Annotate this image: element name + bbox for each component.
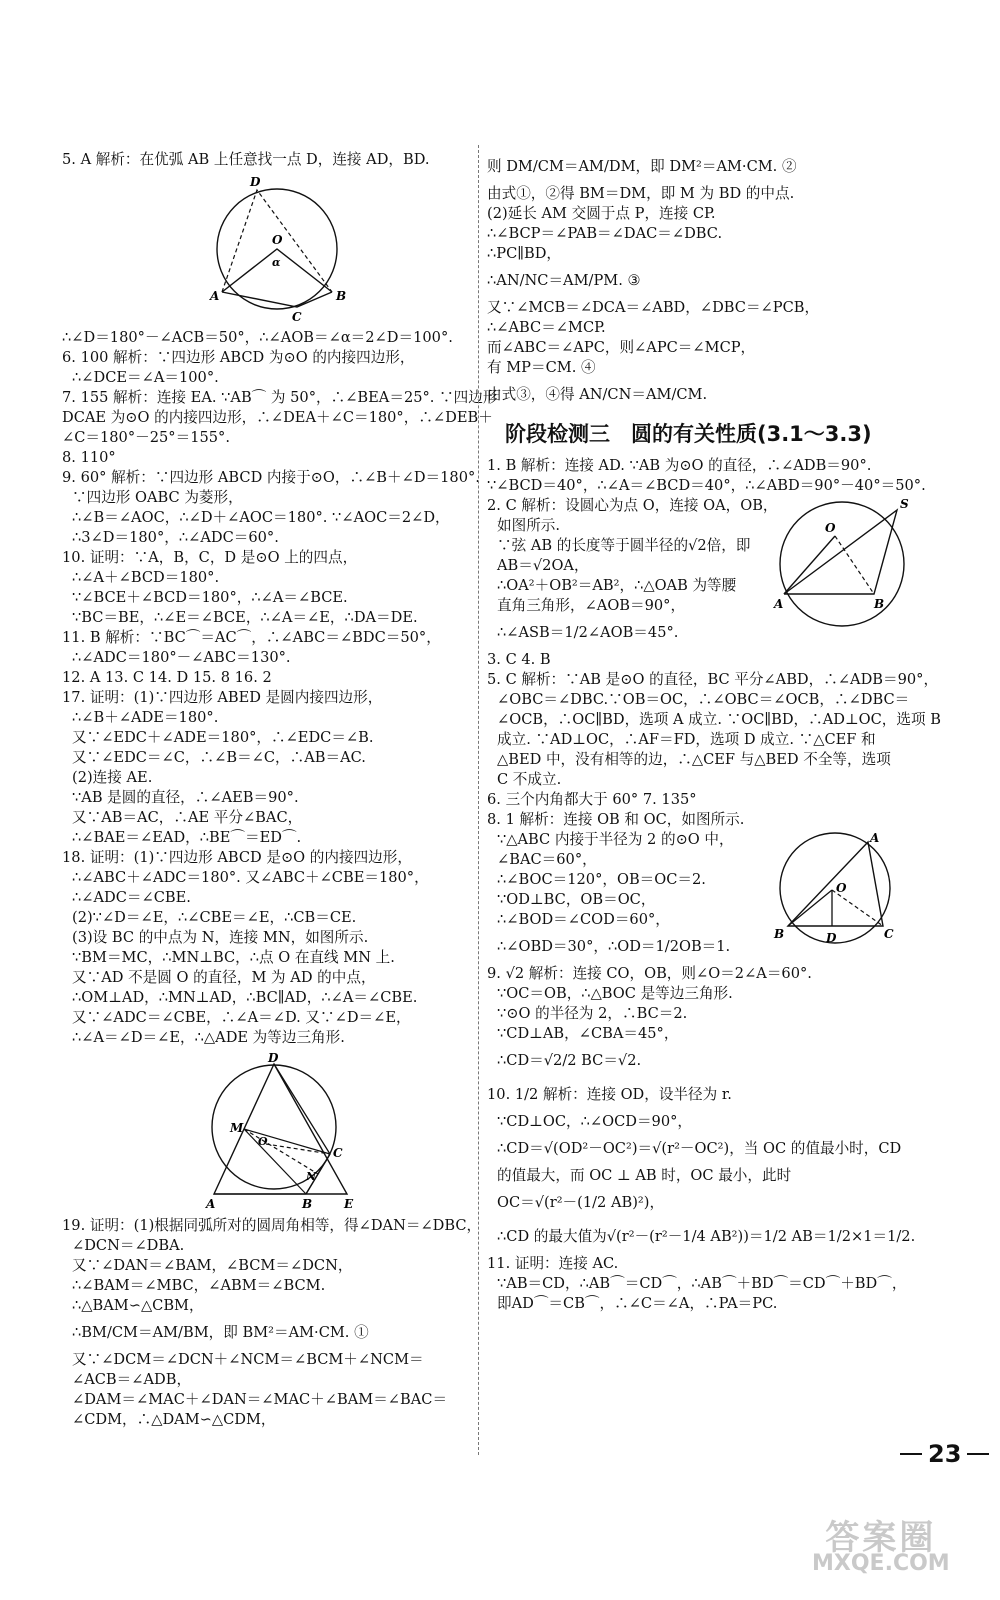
segment-ob [788,890,832,926]
answer-line: 11. 证明：连接 AC. [487,1255,619,1272]
answer-line: ∴∠BAE＝∠EAD，∴BE⌒＝ED⌒. [72,829,302,846]
answer-line: (2)延长 AM 交圆于点 P，连接 CP. [487,205,716,222]
point-label: C [884,927,894,941]
answer-line: 5. A 解析：在优弧 AB 上任意找一点 D，连接 AD，BD. [62,151,430,168]
page-number [900,1440,989,1468]
point-label: D [826,931,837,945]
answer-line: ∴3∠D＝180°，∴∠ADC＝60°. [72,529,279,546]
answer-line: 又∵AD 不是圆 O 的直径，M 为 AD 的中点， [72,969,376,986]
answer-line: ∴∠A＋∠BCD＝180°. [72,569,220,586]
answer-line: ∵CD⊥OC，∴∠OCD＝90°， [497,1113,692,1130]
triangle-asb [784,510,897,594]
point-label: C [333,1146,343,1160]
answer-line: OC＝√(r²－(1/2 AB)²)， [497,1194,665,1211]
figure-q2 [770,496,920,636]
point-label: A [210,289,220,303]
answer-line: ∠ACB＝∠ADB， [72,1371,192,1388]
answer-line: ∴∠ASB＝1/2∠AOB＝45°. [497,624,679,641]
answer-line: 即AD⌒＝CB⌒，∴∠C＝∠A，∴PA＝PC. [497,1295,778,1312]
answer-line: AB＝√2OA， [497,557,589,574]
answer-line: ∴∠DCE＝∠A＝100°. [72,369,219,386]
answer-line: ∴BM/CM＝AM/BM，即 BM²＝AM·CM. ① [72,1324,369,1341]
answer-line: 19. 证明：(1)根据同弧所对的圆周角相等，得∠DAN＝∠DBC， [62,1217,482,1234]
watermark-url: MXQE.COM [812,1551,950,1576]
answer-line: 8. 110° [62,449,116,466]
point-label: O [836,881,847,895]
answer-line: 由式③，④得 AN/CN＝AM/CM. [487,386,708,403]
answer-line: ∵CD⊥AB，∠CBA＝45°， [497,1025,679,1042]
segment-bm [244,1129,306,1194]
page-number-rule [900,1453,922,1455]
answer-line: 又∵∠MCB＝∠DCA＝∠ABD，∠DBC＝∠PCB， [487,299,820,316]
answer-line: ∠DAM＝∠MAC＋∠DAN＝∠MAC＋∠BAM＝∠BAC＝ [72,1391,448,1408]
answer-line: 由式①，②得 BM＝DM，即 M 为 BD 的中点. [487,185,795,202]
answer-line: ∴OM⊥AD，∴MN⊥AD，∴BC∥AD，∴∠A＝∠CBE. [72,989,418,1006]
answer-line: 7. 155 解析：连接 EA. ∵AB⌒ 为 50°，∴∠BEA＝25°. ∵四边形 [62,389,498,406]
point-label: B [302,1197,313,1211]
point-label: E [344,1197,354,1211]
answer-line: 又∵∠DAN＝∠BAM，∠BCM＝∠DCN， [72,1257,353,1274]
left-column [62,150,498,1430]
answer-line: ∴∠BAM＝∠MBC，∠ABM＝∠BCM. [72,1277,326,1294]
answer-line: ∠DCN＝∠DBA. [72,1237,185,1254]
answer-line: 3. C 4. B [487,651,551,668]
answer-line: ∠CDM，∴△DAM∽△CDM， [72,1411,276,1428]
answer-line: (3)设 BC 的中点为 N，连接 MN，如图所示. [72,929,369,946]
answer-line: ∴∠OBD＝30°，∴OD＝1/2OB＝1. [497,938,731,955]
watermark [812,1518,950,1577]
answer-line: ∵△ABC 内接于半径为 2 的⊙O 中， [497,831,734,848]
answer-line: 6. 100 解析：∵四边形 ABCD 为⊙O 的内接四边形， [62,349,415,366]
column-divider [478,145,479,1455]
answer-line: 6. 三个内角都大于 60° 7. 135° [487,791,697,808]
point-label: C [292,310,302,324]
point-label: α [272,256,281,269]
answer-line: ∵BM＝MC，∴MN⊥BC，∴点 O 在直线 MN 上. [72,949,395,966]
answer-line: (2)∵∠D＝∠E，∴∠CBE＝∠E，∴CB＝CE. [72,909,357,926]
answer-line: 如图所示. [497,517,561,534]
answer-line: 有 MP＝CM. ④ [487,359,596,376]
circle [780,502,904,626]
answer-line: 12. A 13. C 14. D 15. 8 16. 2 [62,669,272,686]
point-label: O [825,521,836,535]
right-column [487,150,942,1314]
answer-line: ∵四边形 OABC 为菱形， [72,489,243,506]
answer-line: ∵BC＝BE，∴∠E＝∠BCE，∴∠A＝∠E，∴DA＝DE. [72,609,418,626]
answer-line: ∵AB＝CD，∴AB⌒＝CD⌒，∴AB⌒＋BD⌒＝CD⌒＋BD⌒， [497,1275,907,1292]
answer-line: 又∵∠DCM＝∠DCN＋∠NCM＝∠BCM＋∠NCM＝ [72,1351,424,1368]
figure-q8 [770,830,920,950]
answer-line: ∴OA²＋OB²＝AB²，∴△OAB 为等腰 [497,577,737,594]
answer-line: ∴CD＝√2/2 BC＝√2. [497,1052,642,1069]
answer-line: 直角三角形，∠AOB＝90°， [497,597,686,614]
answer-line: 又∵AB＝AC，∴AE 平分∠BAC， [72,809,303,826]
section-heading: 阶段检测三 圆的有关性质(3.1～3.3) [505,422,872,446]
answer-line: ∵∠BCE＋∠BCD＝180°，∴∠A＝∠BCE. [72,589,348,606]
answer-line: C 不成立. [497,771,562,788]
answer-line: 9. √2 解析：连接 CO，OB，则∠O＝2∠A＝60°. [487,965,812,982]
answer-line: (2)连接 AE. [72,769,153,786]
point-label: A [206,1197,216,1211]
answer-line: ∵OD⊥BC，OB＝OC， [497,891,656,908]
dashed-oc [832,890,883,926]
point-label: A [870,831,880,845]
answer-line: ∵∠BCD＝40°，∴∠A＝∠BCD＝40°，∴∠ABD＝90°－40°＝50°. [487,477,926,494]
answer-line: ∴∠A＝∠D＝∠E，∴△ADE 为等边三角形. [72,1029,345,1046]
answer-line: 11. B 解析：∵BC⌒＝AC⌒，∴∠ABC＝∠BDC＝50°， [62,629,441,646]
answer-line: ∵OC＝OB，∴△BOC 是等边三角形. [497,985,733,1002]
answer-line: ∴AN/NC＝AM/PM. ③ [487,272,641,289]
answer-line: DCAE 为⊙O 的内接四边形，∴∠DEA＋∠C＝180°，∴∠DEB＋ [62,409,493,426]
answer-line: ∠OBC＝∠DBC.∵OB＝OC，∴∠OBC＝∠OCB，∴∠DBC＝ [497,691,910,708]
answer-line: 则 DM/CM＝AM/DM，即 DM²＝AM·CM. ② [487,158,797,175]
figure-q5 [202,174,352,324]
answer-line: 又∵∠EDC＝∠C，∴∠B＝∠C，∴AB＝AC. [72,749,366,766]
answer-line: 成立. ∵AD⊥OC，∴AF＝FD，选项 D 成立. ∵△CEF 和 [497,731,876,748]
point-label: B [774,927,785,941]
point-label: S [900,497,909,511]
answer-line: ∠BAC＝60°， [497,851,597,868]
answer-line: 1. B 解析：连接 AD. ∵AB 为⊙O 的直径，∴∠ADB＝90°. [487,457,872,474]
answer-line: ∴∠BOD＝∠COD＝60°， [497,911,670,928]
answer-line: ∴∠BOC＝120°，OB＝OC＝2. [497,871,706,888]
answer-line: 5. C 解析：∵AB 是⊙O 的直径，BC 平分∠ABD，∴∠ADB＝90°， [487,671,939,688]
answer-line: ∵AB 是圆的直径，∴∠AEB＝90°. [72,789,299,806]
point-label: O [272,233,283,247]
answer-line: ∴∠B＋∠ADE＝180°. [72,709,219,726]
answer-line: ∴∠ABC＋∠ADC＝180°. 又∠ABC＋∠CBE＝180°， [72,869,429,886]
answer-line: 8. 1 解析：连接 OB 和 OC，如图所示. [487,811,745,828]
answer-line: ∴∠BCP＝∠PAB＝∠DAC＝∠DBC. [487,225,723,242]
point-label: M [230,1121,244,1135]
figure-q18 [202,1052,372,1212]
point-label: D [268,1052,279,1065]
answer-line: ∠C＝180°－25°＝155°. [62,429,230,446]
point-label: O [258,1135,268,1148]
watermark-logo: 答案圈 [825,1518,937,1558]
point-label: B [336,289,347,303]
answer-line: ∴CD 的最大值为√(r²－(r²－1/4 AB²))＝1/2 AB＝1/2×1＝1/2. [497,1228,916,1245]
answer-line: ∴△BAM∽△CBM， [72,1297,204,1314]
point-label: A [774,597,784,611]
answer-line: ∴∠ADC＝∠CBE. [72,889,191,906]
answer-line: ∴∠D＝180°－∠ACB＝50°，∴∠AOB＝∠α＝2∠D＝100°. [62,329,453,346]
answer-line: ∴PC∥BD， [487,245,562,262]
answer-line: ∵⊙O 的半径为 2，∴BC＝2. [497,1005,688,1022]
point-label: N [306,1170,317,1183]
answer-line: 又∵∠ADC＝∠CBE，∴∠A＝∠D. 又∵∠D＝∠E， [72,1009,411,1026]
answer-line: ∵弦 AB 的长度等于圆半径的√2倍，即 [497,537,751,554]
answer-line: 17. 证明：(1)∵四边形 ABED 是圆内接四边形， [62,689,383,706]
answer-line: 10. 1/2 解析：连接 OD，设半径为 r. [487,1086,732,1103]
page-number-rule [967,1453,989,1455]
radii-oa-ob [784,536,835,594]
answer-line: ∴∠ADC＝180°－∠ABC＝130°. [72,649,291,666]
answer-line: ∠OCB，∴OC∥BD，选项 A 成立. ∵OC∥BD，∴AD⊥OC，选项 B [497,711,941,728]
page-number-value: 23 [928,1440,962,1468]
answer-line: 的值最大，而 OC ⊥ AB 时，OC 最小，此时 [497,1167,792,1184]
answer-line: 9. 60° 解析：∵四边形 ABCD 内接于⊙O，∴∠B＋∠D＝180°. [62,469,480,486]
answer-line: 10. 证明：∵A，B，C，D 是⊙O 上的四点， [62,549,358,566]
answer-line: 18. 证明：(1)∵四边形 ABCD 是⊙O 的内接四边形， [62,849,412,866]
answer-line: ∴∠B＝∠AOC，∴∠D＋∠AOC＝180°. ∵∠AOC＝2∠D， [72,509,450,526]
point-label: D [250,175,261,189]
dashed-ob [835,536,874,594]
answer-line: ∴∠ABC＝∠MCP. [487,319,606,336]
point-label: B [874,597,885,611]
answer-line: △BED 中，没有相等的边，∴△CEF 与△BED 不全等，选项 [497,751,891,768]
answer-line: 而∠ABC＝∠APC，则∠APC＝∠MCP， [487,339,756,356]
answer-line: ∴CD＝√(OD²－OC²)＝√(r²－OC²)，当 OC 的值最小时，CD [497,1140,902,1157]
answer-line: 2. C 解析：设圆心为点 O，连接 OA，OB， [487,497,778,514]
answer-line: 又∵∠EDC＋∠ADE＝180°，∴∠EDC＝∠B. [72,729,374,746]
